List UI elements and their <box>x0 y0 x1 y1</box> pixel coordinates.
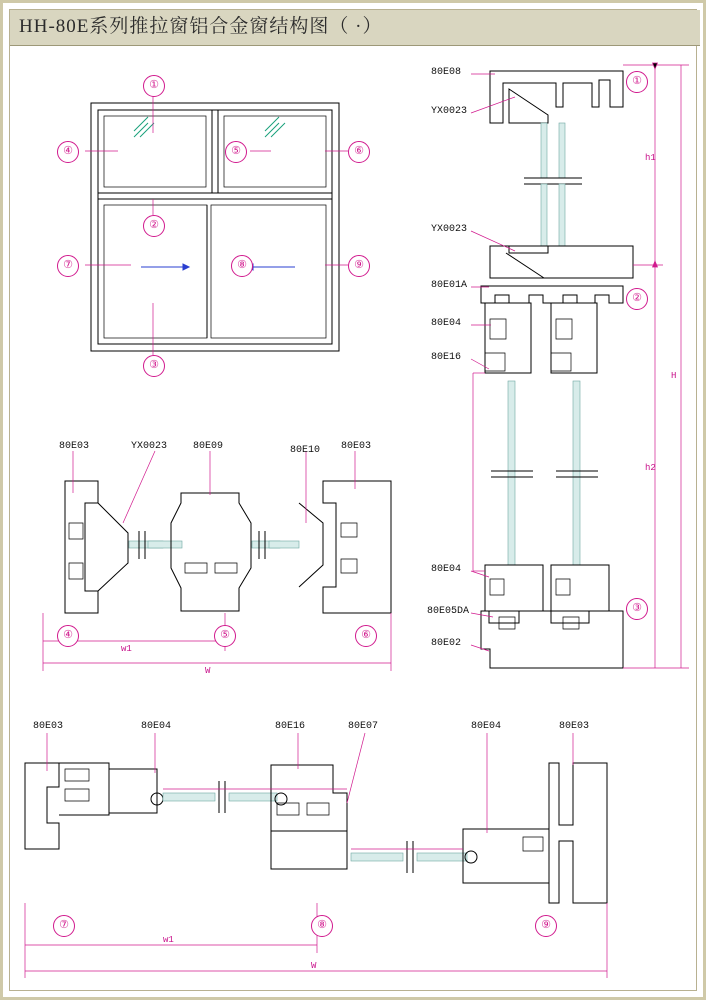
elevation-view <box>85 95 348 355</box>
callout-3-elevation: ③ <box>143 355 165 377</box>
callout-2-elevation: ② <box>143 215 165 237</box>
dimension-H: H <box>671 371 677 381</box>
callout-2-section: ② <box>626 288 648 310</box>
dimension-w1-upper: w1 <box>121 644 132 654</box>
part-label-80e09: 80E09 <box>193 441 224 452</box>
vertical-section-view <box>471 63 689 668</box>
part-label-80e02: 80E02 <box>431 638 462 649</box>
callout-8-section: ⑧ <box>311 915 333 937</box>
callout-6-section: ⑥ <box>355 625 377 647</box>
callout-9-elevation: ⑨ <box>348 255 370 277</box>
callout-5-section: ⑤ <box>214 625 236 647</box>
part-label-80e08: 80E08 <box>431 67 462 78</box>
callout-8-elevation: ⑧ <box>231 255 253 277</box>
callout-5-elevation: ⑤ <box>225 141 247 163</box>
callout-4-section: ④ <box>57 625 79 647</box>
dimension-w1-lower: w1 <box>163 935 174 945</box>
part-label-80e03-lower-right: 80E03 <box>559 721 590 732</box>
page-title: HH-80E系列推拉窗铝合金窗结构图（ ·） <box>19 16 383 37</box>
dimension-h1: h1 <box>645 153 656 163</box>
part-label-80e16-lower: 80E16 <box>275 721 306 732</box>
part-label-80e16-section: 80E16 <box>431 352 462 363</box>
dimension-W-lower: W <box>311 961 317 971</box>
callout-3-section: ③ <box>626 598 648 620</box>
part-label-80e03-upper-left: 80E03 <box>59 441 90 452</box>
part-label-80e10: 80E10 <box>290 445 321 456</box>
part-label-yx0023-mid: YX0023 <box>431 224 468 235</box>
part-label-yx0023-upper-section: YX0023 <box>131 441 168 452</box>
callout-9-section: ⑨ <box>535 915 557 937</box>
part-label-80e03-upper-right: 80E03 <box>341 441 372 452</box>
part-label-80e01a: 80E01A <box>431 280 468 291</box>
callout-4-elevation: ④ <box>57 141 79 163</box>
part-label-80e05da: 80E05DA <box>427 606 470 617</box>
part-label-80e03-lower-left: 80E03 <box>33 721 64 732</box>
part-label-yx0023-upper: YX0023 <box>431 106 468 117</box>
horizontal-section-lower <box>25 733 607 978</box>
dimension-h2: h2 <box>645 463 656 473</box>
callout-7-elevation: ⑦ <box>57 255 79 277</box>
part-label-80e04-lower: 80E04 <box>431 564 462 575</box>
part-label-80e04-lower-left: 80E04 <box>141 721 172 732</box>
part-label-80e04-lower-right: 80E04 <box>471 721 502 732</box>
callout-7-section: ⑦ <box>53 915 75 937</box>
callout-1-section: ① <box>626 71 648 93</box>
part-label-80e04-upper: 80E04 <box>431 318 462 329</box>
dimension-W-upper: W <box>205 666 211 676</box>
callout-6-elevation: ⑥ <box>348 141 370 163</box>
part-label-80e07: 80E07 <box>348 721 379 732</box>
callout-1-elevation: ① <box>143 75 165 97</box>
